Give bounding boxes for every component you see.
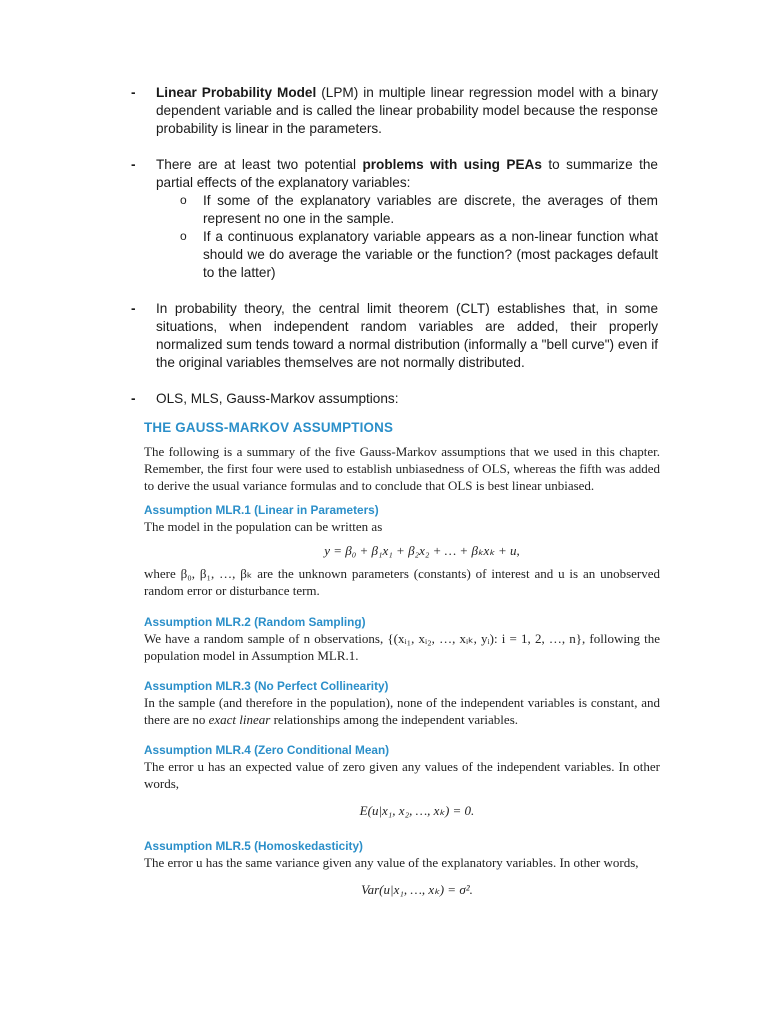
bullet-gm-text: OLS, MLS, Gauss-Markov assumptions:	[156, 391, 399, 406]
bullet-pea-problems	[0, 156, 768, 282]
bullet-clt-text: In probability theory, the central limit theorem (CLT) establishes that, in some situations, when independent random variables are added, their properly normalized sum tends toward a normal distribution (informally a "bell curve") even if the original variables themselves are not normally distributed.	[156, 301, 658, 370]
bullet-lpm	[0, 84, 768, 138]
assumption-mlr1	[144, 502, 660, 599]
mlr5-equation: Var(u|x₁, …, xₖ) = σ².	[361, 882, 473, 897]
circle-bullet-icon: o	[180, 229, 187, 243]
mlr5-text: The error u has the same variance given any value of the explanatory variables. In other words,	[144, 855, 639, 870]
gauss-markov-excerpt	[144, 420, 660, 897]
mlr2-heading: Assumption MLR.2 (Random Sampling)	[144, 615, 366, 629]
bullet-gauss-markov	[0, 390, 768, 408]
mlr3-heading: Assumption MLR.3 (No Perfect Collinearity)	[144, 679, 389, 693]
assumption-mlr2	[144, 614, 660, 664]
bullet-lpm-text: Linear Probability Model (LPM) in multiple linear regression model with a binary dependent variable and is called the linear probability model because the response probability is linear in the parameters.	[156, 85, 658, 136]
mlr5-heading: Assumption MLR.5 (Homoskedasticity)	[144, 839, 363, 853]
mlr1-text2: where β₀, β₁, …, βₖ are the unknown parameters (constants) of interest and u is an unobserved random error or disturbance term.	[144, 566, 660, 598]
sub-bullet-discrete: o If some of the explanatory variables are discrete, the averages of them represent no one in the sample.	[180, 193, 658, 226]
sub-bullet-nonlinear: o If a continuous explanatory variable appears as a non-linear function what should we do average the variable or the function? (most packages default to the latter)	[180, 229, 658, 280]
mlr1-equation: y = β₀ + β₁x₁ + β₂x₂ + … + βₖxₖ + u,	[324, 543, 520, 558]
notes-bullet-list	[0, 84, 768, 426]
bullet-dash: -	[131, 85, 136, 100]
mlr1-heading: Assumption MLR.1 (Linear in Parameters)	[144, 503, 379, 517]
excerpt-title: THE GAUSS-MARKOV ASSUMPTIONS	[144, 420, 394, 435]
bullet-clt	[0, 300, 768, 372]
bullet-dash: -	[131, 301, 136, 316]
bullet-pea-text: There are at least two potential problems with using PEAs to summarize the partial effects of the explanatory variables:	[156, 157, 658, 190]
bullet-dash: -	[131, 391, 136, 406]
excerpt-intro: The following is a summary of the five Gauss-Markov assumptions that we used in this chapter. Remember, the first four were used to establish unbiasedness of OLS, whereas the fifth was added to derive the usual variance formulas and to conclude that OLS is best linear unbiased.	[144, 444, 660, 493]
assumption-mlr5	[144, 838, 660, 898]
mlr4-text: The error u has an expected value of zero given any values of the independent variables. In other words,	[144, 759, 660, 791]
circle-bullet-icon: o	[180, 193, 187, 207]
mlr1-text: The model in the population can be written as	[144, 519, 383, 534]
assumption-mlr3	[144, 678, 660, 728]
mlr4-equation: E(u|x₁, x₂, …, xₖ) = 0.	[359, 803, 475, 818]
assumption-mlr4	[144, 742, 660, 819]
mlr4-heading: Assumption MLR.4 (Zero Conditional Mean)	[144, 743, 390, 757]
mlr3-text: In the sample (and therefore in the population), none of the independent variables is constant, and there are no exact linear relationships among the independent variables.	[144, 695, 660, 727]
mlr2-text: We have a random sample of n observations, {(xᵢ₁, xᵢ₂, …, xᵢₖ, yᵢ): i = 1, 2, …, n}, following the population model in Assumption MLR.1.	[144, 631, 660, 663]
bullet-dash: -	[131, 157, 136, 172]
